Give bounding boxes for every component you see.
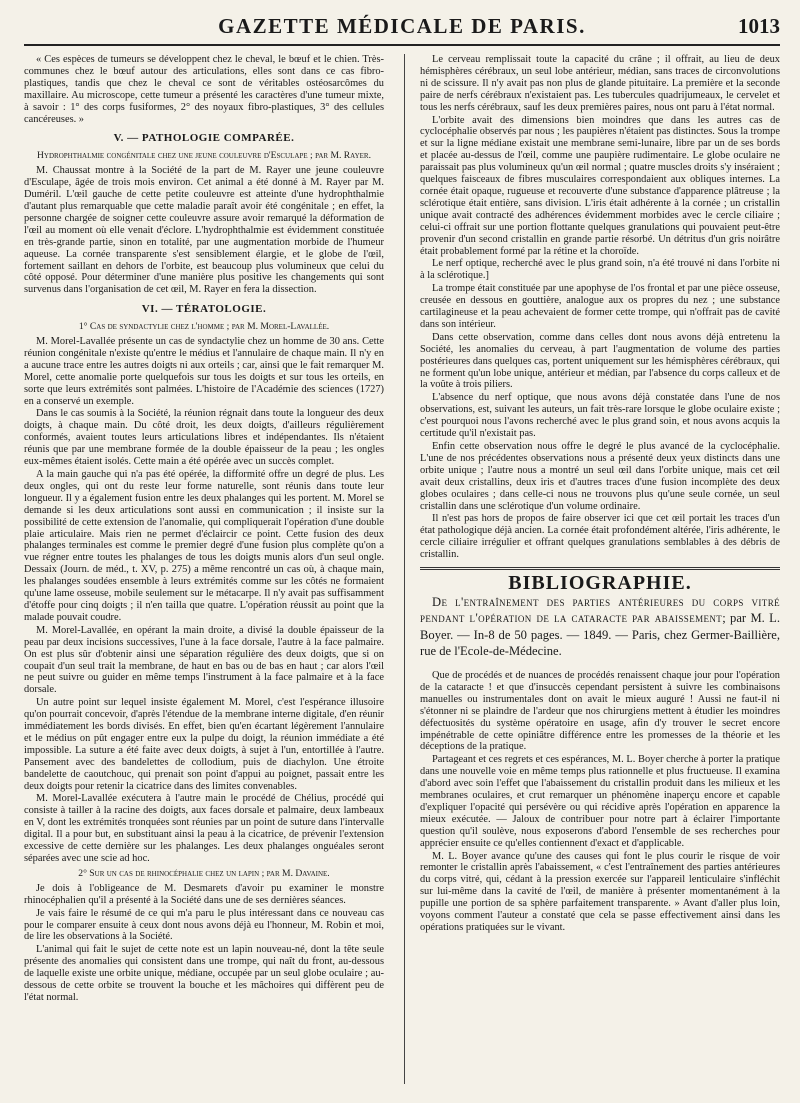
paragraph: Partageant et ces regrets et ces espérances, M. L. Boyer cherche à porter la pratique dans une nouvelle voie en même temps plus rationnelle et plus fructueuse. Il examina d'abord avec soin l'effet que l'abaissement du cristallin produit dans les milieux et les membranes oculaires, et crut remarquer un phénomène inaperçu encore et capable d'expliquer l'opacité qui persévère ou qui récidive après l'opération en apparence la mieux exécutée. — Jaloux de contribuer pour notre part à éclairer l'importante question qu'il soulève, nous exposerons d'abord l'ensemble de ses recherches pour apprécier ensuite ce qu'elles contiennent d'exact et d'applicable.: [420, 754, 780, 849]
page-header: [24, 10, 780, 46]
newspaper-page: [24, 10, 780, 1095]
section-rule: [420, 567, 780, 570]
page-number: 1013: [738, 14, 780, 38]
paragraph: « Ces espèces de tumeurs se développent chez le cheval, le bœuf et le chien. Très-communes chez le bœuf autour des articulations, elles sont dans ce cas fibro-plastiques, tandis que chez le cheval ce sont de véritables ostéosarcômes du maxillaire. Au microscope, cette tumeur a présenté les caractères d'une tumeur mixte, à savoir : 1° des corps fusiformes, 2° des noyaux fibro-plastiques, 3° des cellules cancéreuses. »: [24, 54, 384, 125]
book-details: ; par M. L. Boyer. — In-8 de 50 pages. — 1849. — Paris, chez Germer-Baillière, rue de l'Ecole-de-Médecine.: [420, 611, 780, 659]
paragraph: La trompe était constituée par une apophyse de l'os frontal et par une pièce osseuse, creusée en dessous en gouttière, analogue aux os propres du nez ; une substance cartilagineuse et la peau achevaient de former cette trompe, qui n'offrait pas de cavité dans son intérieur.: [420, 283, 780, 330]
section-heading: V. — PATHOLOGIE COMPARÉE.: [113, 132, 295, 145]
article-subheading: 1° Cas de syndactylie chez l'homme ; par M. Morel-Lavallée.: [78, 321, 330, 333]
paragraph: Enfin cette observation nous offre le degré le plus avancé de la cyclocéphalie. L'une de nos précédentes observations nous a présenté deux yeux distincts dans une orbite unique ; l'autre nous a montré un seul œil dans l'orbite unique, mais cet œil avait deux cristallins, deux iris et d'autres traces d'une fusion incomplète des deux globes oculaires ; dans celle-ci nous ne trouvons plus qu'une seule cornée, un seul cristallin dans une sclérotique d'un volume ordinaire.: [420, 441, 780, 512]
paragraph: Je dois à l'obligeance de M. Desmarets d'avoir pu examiner le monstre rhinocéphalien qu'il a présenté à la Société dans une de ses dernières séances.: [24, 882, 384, 906]
paragraph: M. Morel-Lavallée exécutera à l'autre main le procédé de Chélius, procédé qui consiste à tailler à la racine des doigts, aux faces dorsale et palmaire, deux lambeaux en V, dont les extrémités tronquées sont réunies par un point de suture dans l'intervalle digital. Il a pour but, en substituant ainsi la peau à la cicatrice, de prévenir l'extension excessive de cette dernière sur les phalanges. Les deux phalanges onguéales seront séparées avec une scie ad hoc.: [24, 793, 384, 864]
paragraph: Le nerf optique, recherché avec le plus grand soin, n'a été trouvé ni dans l'orbite ni à la sclérotique.]: [420, 258, 780, 282]
book-entry: [420, 594, 780, 660]
paragraph: Le cerveau remplissait toute la capacité du crâne ; il offrait, au lieu de deux hémisphères cérébraux, un seul lobe antérieur, médian, sans traces de circonvolutions ni de scissure. Il n'y avait pas non plus de glande pituitaire. La première et la seconde paire de nerfs cérébraux n'existaient pas. Les tubercules quadrijumeaux, le cervelet et tous les nerfs cérébraux, sauf les deux premières paires, nous ont paru à l'état normal.: [420, 54, 780, 113]
paragraph: L'orbite avait des dimensions bien moindres que dans les autres cas de cyclocéphalie observés par nous ; les paupières n'étaient pas distinctes. Sous la trompe et sur la ligne médiane existait une membrane semi-lunaire, libre par un de ses bords et placée au-dessus de l'œil, comme une paupière rudimentaire. Le globe oculaire ne paraissait pas plus volumineux qu'un œil normal ; quatre muscles droits s'y inséraient ; quelques faisceaux de fibres musculaires correspondaient aux obliques internes. La cornée était opaque, rugueuse et recouverte d'une substance d'apparence plâtreuse ; la sclérotique était entière, sans division. L'iris était adhérente à la cornée ; un cristallin unique avait contracté des adhérences évidemment morbides avec le cercle ciliaire ; celui-ci offrait sur une portion flottante quelques granulations qui pouvaient peut-être provenir d'un second cristallin en grande partie résorbé. Un détritus d'un gris noirâtre était probablement formé par la rétine et la choroïde.: [420, 114, 780, 257]
paragraph: A la main gauche qui n'a pas été opérée, la difformité offre un degré de plus. Les deux ongles, qui ont du reste leur forme naturelle, sont réunis dans toute leur longueur. Il y a également fusion entre les deux phalanges qui les portent. M. Morel se demande si les deux articulations sont aussi en communication ; il insiste sur la possibilité de cette extension de l'anomalie, qui compliquerait l'opération d'une double plaie articulaire. Mais rien ne permet d'éclaircir ce point. Cette fusion des deux phalanges terminales est comme le premier degré d'une fusion plus complète qu'on a vue régner entre toutes les phalanges de tous les doigts munis alors d'un seul ongle. Dessaix (Journ. de méd., t. XV, p. 275) a même rencontré un cas où, à chaque main, les phalanges soudées ensemble à leurs extrémités comme sur les côtés ne formaient qu'une lame osseuse, mobile seulement sur le métacarpe. Il n'y avait pas suffisamment d'étoffe pour cinq doigts ; il n'en tailla que quatre. L'opération réussit au point que la malade pouvait coudre.: [24, 469, 384, 623]
paragraph: M. Chaussat montre à la Société de la part de M. Rayer une jeune couleuvre d'Esculape, âgée de trois mois environ. Cet animal a été donné à M. Rayer par M. Duméril. L'œil gauche de cette petite couleuvre est atteinte d'une hydrophthalmie d'autant plus remarquable que cette maladie paraît avoir été congénitale ; en effet, la personne chargée de soigner cette couleuvre assure avoir remarqué la déformation de l'œil au moment où elle venait d'éclore. L'hydrophthalmie est évidemment constituée en très-grande partie, sinon en totalité, par une augmentation morbide de l'humeur aqueuse. La cornée transparente s'est sensiblement élargie, et le globe de l'œil, fortement saillant en dehors de l'orbite, est beaucoup plus volumineux que celui du côté opposé. Pour déterminer d'une manière plus positive les changements qui sont survenus dans l'organisation de cet œil, M. Rayer en fera la dissection.: [24, 165, 384, 296]
bibliography-heading: BIBLIOGRAPHIE.: [508, 572, 692, 595]
left-column: [24, 54, 384, 1005]
paragraph: Je vais faire le résumé de ce qui m'a paru le plus intéressant dans ce nouveau cas pour le comparer ensuite à ceux dont nous avons déjà eu l'honneur, M. Robin et moi, de lire les observations à la Société.: [24, 907, 384, 943]
paragraph: L'animal qui fait le sujet de cette note est un lapin nouveau-né, dont la tête seule présente des anomalies qui consistent dans une trompe, qui naît du front, au-dessous de laquelle existe une orbite unique, médiane, occupée par un seul globe oculaire ; au-dessous de cette orbite se trouvent la bouche et les mâchoires qui diffèrent peu de l'état normal.: [24, 944, 384, 1003]
right-column: [420, 54, 780, 935]
paragraph: Dans le cas soumis à la Société, la réunion régnait dans toute la longueur des deux doigts, à chaque main. Du côté droit, les deux doigts, d'ailleurs régulièrement conformés, avaient toutes leurs articulations libres et indépendantes. Ils n'étaient réunis que par une membrane formée de la double épaisseur de la peau ; les ongles eux-mêmes étaient isolés. Cette main a été opérée avec un succès complet.: [24, 408, 384, 468]
paragraph: L'absence du nerf optique, que nous avons déjà constatée dans l'une de nos observations, est, suivant les auteurs, un fait très-rare lorsque le globe oculaire existe ; c'est pourquoi nous l'avons recherché avec le plus grand soin, et nous avons acquis la certitude qu'il n'existait pas.: [420, 392, 780, 440]
book-title: De l'entraînement des parties antérieures du corps vitré pendant l'opération de la cataracte par abaissement: [420, 594, 780, 626]
article-subheading: 2° Sur un cas de rhinocéphalie chez un lapin ; par M. Davaine.: [78, 867, 330, 879]
paragraph: M. L. Boyer avance qu'une des causes qui font le plus courir le risque de voir remonter le cristallin après l'abaissement, « c'est l'entraînement des parties antérieures du corps vitré, qui, cédant à la pression exercée sur l'appareil lenticulaire s'infléchit sur lui-même dans la cavité de l'œil, de manière à présenter momentanément à la pupille une portion de sa sphère parfaitement transparente. » Avant d'aller plus loin, voyons comment l'auteur a constaté que cela se passe effectivement ainsi dans les opérations pratiquées sur le vivant.: [420, 850, 780, 933]
paragraph: Il n'est pas hors de propos de faire observer ici que cet œil portait les traces d'un état pathologique déjà ancien. La cornée était profondément altérée, l'iris adhérente, le cercle ciliaire irrégulier et offrant quelques granulations semblables à des débris de cristallin.: [420, 513, 780, 561]
column-divider: [404, 54, 405, 1084]
article-subheading: Hydrophthalmie congénitale chez une jeune couleuvre d'Esculape ; par M. Rayer.: [37, 150, 371, 162]
journal-title: GAZETTE MÉDICALE DE PARIS.: [218, 14, 586, 38]
paragraph: Dans cette observation, comme dans celles dont nous avons déjà entretenu la Société, les anomalies du cerveau, à part l'augmentation de volume des parties postérieures dans quelques cas, portent uniquement sur les hémisphères cérébraux, qui ne forment qu'un lobe unique, antérieur et médian, par l'absence du corps calleux et de la voûte à trois piliers.: [420, 331, 780, 391]
paragraph: M. Morel-Lavallée présente un cas de syndactylie chez un homme de 30 ans. Cette réunion congénitale n'existe qu'entre le médius et l'annulaire de chaque main. Il n'y en a aucune trace entre les autres doigts ni aux orteils ; car, ainsi que le fait remarquer M. Morel, cette anomalie porte quelquefois sur tous les doigts et sur tous les orteils, en sorte que leurs extrémités sont palmées. L'histoire de l'Académie des sciences (1727) en a conservé un exemple.: [24, 336, 384, 407]
paragraph: Un autre point sur lequel insiste également M. Morel, c'est l'espérance illusoire qu'on pourrait concevoir, d'après l'étendue de la membrane interne digitale, d'en réunir immédiatement les bords divisés. En effet, bien qu'en écartant légèrement l'annulaire et le médius on pût engager entre eux la pulpe du doigt, la réunion immédiate a été impossible. La suture a été faite avec deux doigts, à sujet à l'un, entortillée à l'autre. Pansement avec des bandelettes de collodium, puis de diachylon. Une étroite bandelette de caoutchouc, qui prenait son point d'appui au poignet, passait entre les deux doigts pour retenir la cicatrice dans des limites convenables.: [24, 697, 384, 792]
paragraph: Que de procédés et de nuances de procédés renaissent chaque jour pour l'opération de la cataracte ! et que d'insuccès cependant persistent à suivre les combinaisons manuelles ou instrumentales dont on avait le mieux auguré ! Aussi ne faut-il ni s'étonner ni se plaindre de l'ardeur que nos chirurgiens mettent à étudier les moindres défectuosités du système opératoire en usage, afin d'y trouver le secret encore impénétrable de cette opiniâtre différence entre les promesses de la théorie et les déceptions de la pratique.: [420, 669, 780, 753]
paragraph: M. Morel-Lavallée, en opérant la main droite, a divisé la double épaisseur de la peau par deux incisions successives, l'une à la face dorsale, l'autre à la face palmaire. On est plus sûr d'obtenir ainsi une séparation régulière des deux doigts, que si on coupait d'un seul trait la membrane, de haut en bas ou de bas en haut ; car alors l'œil ne peut suivre ou guider en même temps l'instrument à la face palmaire et à la face dorsale.: [24, 624, 384, 696]
section-heading: VI. — TÉRATOLOGIE.: [141, 303, 267, 316]
